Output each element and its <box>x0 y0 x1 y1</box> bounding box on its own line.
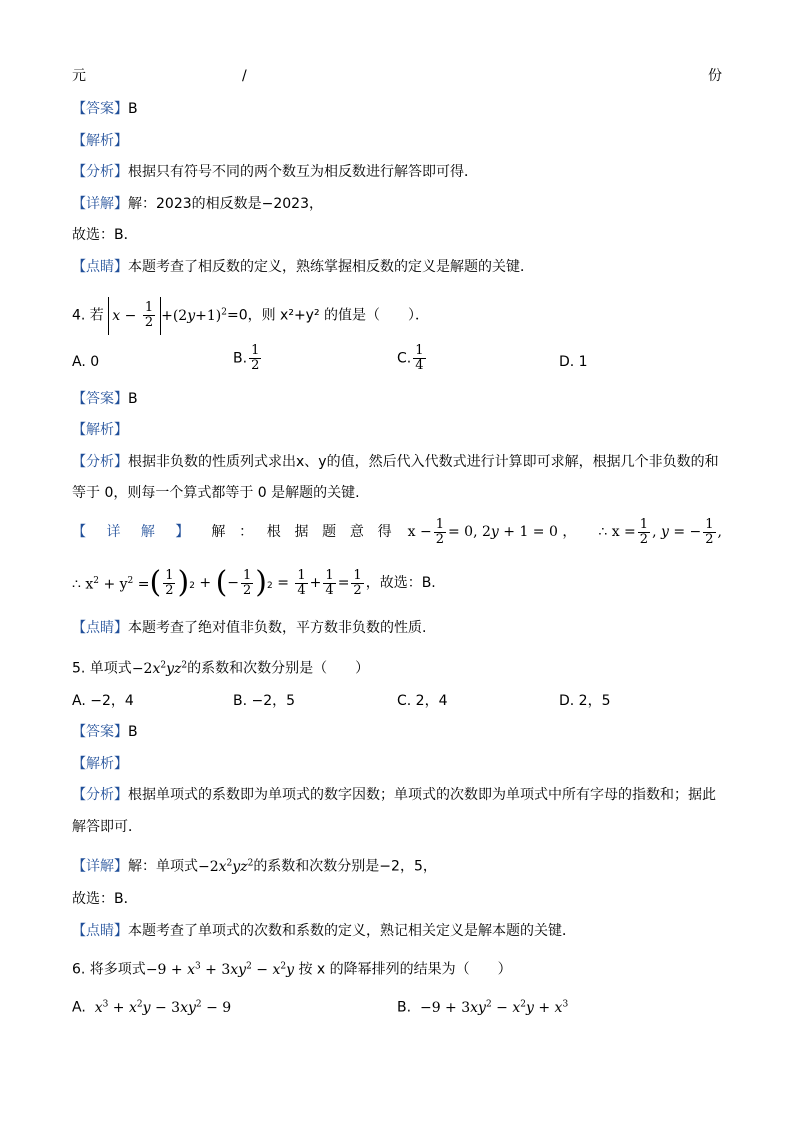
q4-dianjing: 【点睛】本题考查了绝对值非负数，平方数非负数的性质. <box>72 620 427 636</box>
q5-answer: 【答案】B <box>72 724 138 740</box>
q5-option-c: C. 2，4 <box>397 693 448 709</box>
q5-option-d: D. 2，5 <box>559 693 611 709</box>
header-left: 元 <box>72 68 86 84</box>
q5-stem: 5. 单项式$-2x^2yz^2$的系数和次数分别是（ ） <box>72 660 370 677</box>
q6-option-a: A. $x^3 + x^2y - 3xy^2 - 9$ <box>72 999 232 1016</box>
q3-xiangjie: 【详解】解：2023的相反数是−2023， <box>72 196 323 212</box>
header-right: 份 <box>708 68 722 84</box>
q4-eq2: ∴ x = $\frac{1}{2}$ , y = − $\frac{1}{2}$ , <box>598 516 722 547</box>
q5-xiangjie: 【详解】解：单项式$-2x^2yz^2$的系数和次数分别是−2，5， <box>72 858 437 875</box>
q4-option-b: B. $\frac{1}{2}$ <box>233 343 260 373</box>
q6-stem: 6. 将多项式$-9 + x^3 + 3xy^2 - x^2y$ 按 x 的降幂排列的结果为（ ） <box>72 961 512 978</box>
q4-fenxi-line2: 等于 0，则每一个算式都等于 0 是解题的关键. <box>72 485 360 501</box>
page-header <box>72 66 722 86</box>
q5-option-b: B. −2，5 <box>233 693 296 709</box>
q5-choose: 故选：B． <box>72 891 138 907</box>
q5-fenxi-line2: 解答即可． <box>72 819 142 835</box>
q4-option-c: C. $\frac{1}{4}$ <box>397 343 424 373</box>
abs-expression: x − $\frac{1}{2}$ <box>108 297 161 335</box>
q6-option-b: B. $-9 + 3xy^2 - x^2y + x^3$ <box>397 999 569 1016</box>
q4-option-a: A. 0 <box>72 354 100 370</box>
q4-xiangjie-words: 解 ： 根 据 题 意 得 <box>211 524 392 540</box>
q5-option-a: A. −2，4 <box>72 693 134 709</box>
q4-calc: ∴ $x^2 + y^2$ = ( $\frac{1}{2}$ ) $_2$ + ( − $\frac{1}{2}$ ) $_2$ = $\frac{1}{4}$ + $\frac{1}{4}$ = $\frac{1}{2}$ ，故选：B. <box>72 565 436 600</box>
q4-analysis-tag: 【解析】 <box>72 422 128 438</box>
q5-fenxi-line1: 【分析】根据单项式的系数即为单项式的数字因数；单项式的次数即为单项式中所有字母的指数和；据此 <box>72 787 716 803</box>
q4-fenxi-line1: 【分析】根据非负数的性质列式求出x、y的值，然后代入代数式进行计算即可求解，根据几个非负数的和 <box>72 454 719 470</box>
q4-eq1: x − $\frac{1}{2}$ = 0, 2y + 1 = 0 ， <box>407 516 577 547</box>
header-mid: / <box>242 68 247 84</box>
q3-answer: 【答案】B <box>72 101 138 117</box>
q4-option-d: D. 1 <box>559 354 588 370</box>
q4-answer: 【答案】B <box>72 391 138 407</box>
q4-xiangjie: 【 详 解 】 解 ： 根 据 题 意 得 x − $\frac{1}{2}$ = 0, 2y + 1 = 0 ， ∴ x = $\frac{1}{2}$ , y = − $\frac{1}{2}$ , <box>72 512 722 552</box>
q3-dianjing: 【点睛】本题考查了相反数的定义，熟练掌握相反数的定义是解题的关键． <box>72 259 534 275</box>
q3-choose: 故选：B． <box>72 227 138 243</box>
q4-stem: 4. 若 x − $\frac{1}{2}$ $+(2y+1)^2=0$，则 x²+y² 的值是（ ）． <box>72 292 722 336</box>
q5-analysis-tag: 【解析】 <box>72 756 128 772</box>
q3-analysis-tag: 【解析】 <box>72 133 128 149</box>
q3-fenxi: 【分析】根据只有符号不同的两个数互为相反数进行解答即可得． <box>72 164 478 180</box>
q5-dianjing: 【点睛】本题考查了单项式的次数和系数的定义，熟记相关定义是解本题的关键． <box>72 923 576 939</box>
